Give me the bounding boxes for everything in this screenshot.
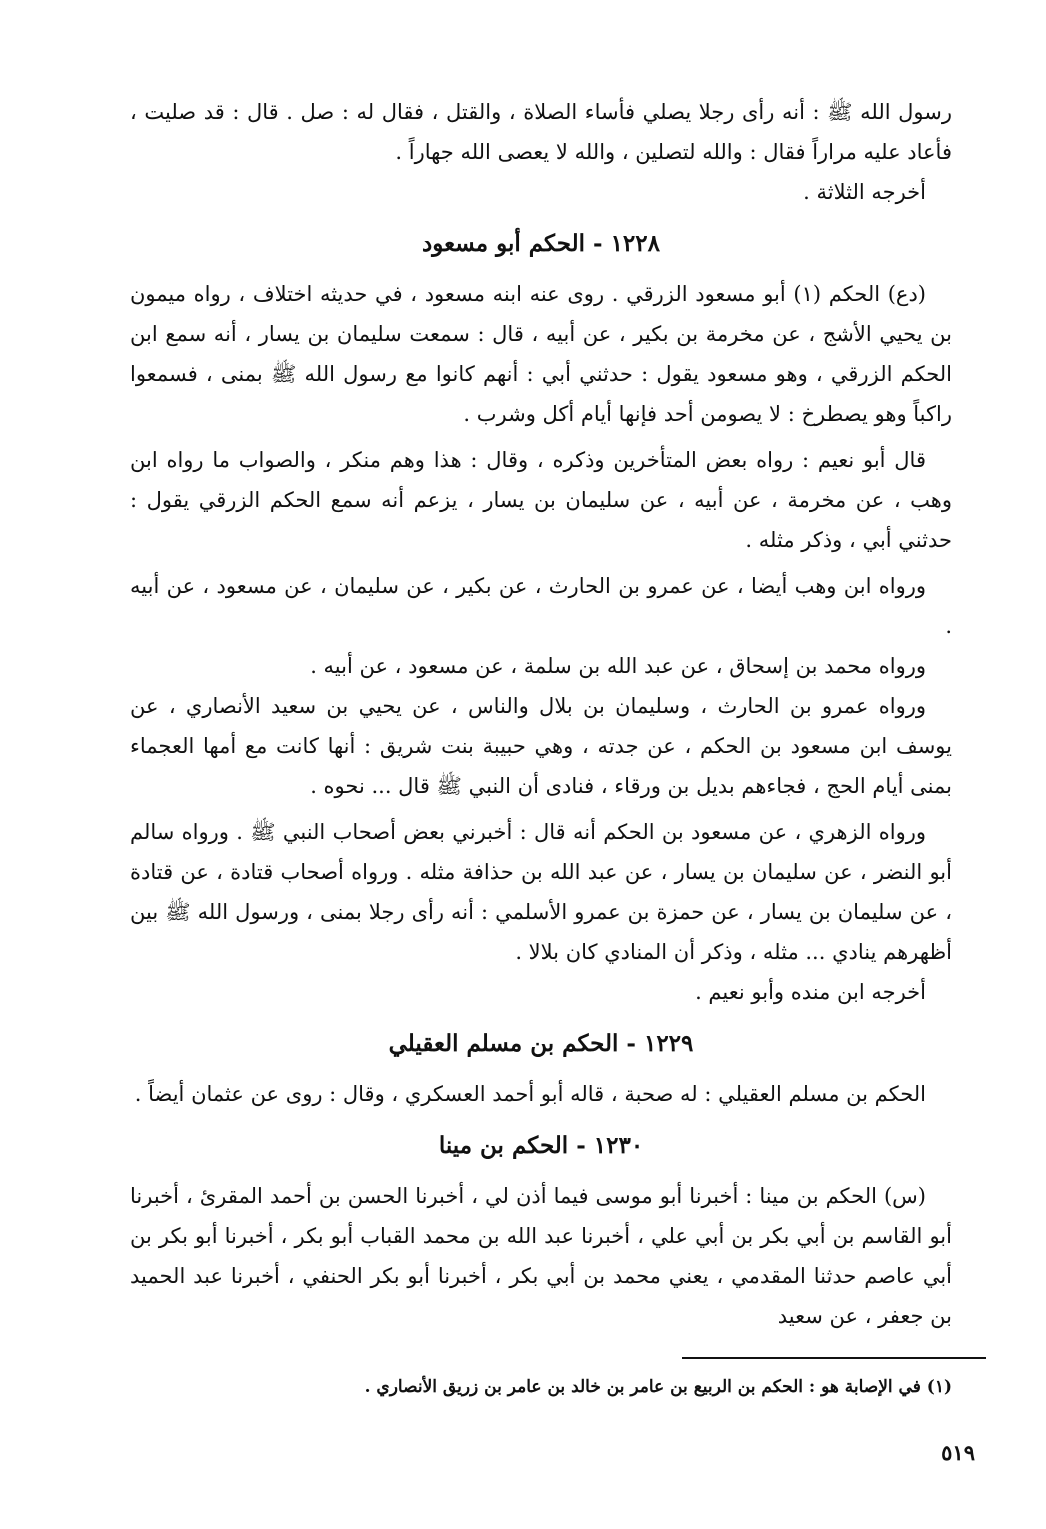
footnote: (١) في الإصابة هو : الحكم بن الربيع بن عامر بن خالد بن عامر بن زريق الأنصاري . <box>364 1377 952 1397</box>
paragraph-ibn-ishaq: ورواه محمد بن إسحاق ، عن عبد الله بن سلمة ، عن مسعود ، عن أبيه . <box>310 654 926 678</box>
paragraph-entry-1228: (دع) الحكم (١) أبو مسعود الزرقي . روى عنه ابنه مسعود ، في حديثه اختلاف ، رواه ميمون بن يحيي الأشج ، عن مخرمة بن بكير ، عن أبيه ، قال : سمعت سليمان بن يسار ، أنه سمع ابن الحكم الزرقي ، وهو مسعود يقول : حدثني أبي : أنهم كانوا مع رسول الله ﷺ بمنى ، فسمعوا راكباً وهو يصطرخ : لا يصومن أحد فإنها أيام أكل وشرب . <box>130 282 952 426</box>
paragraph-attribution-1: أخرجه الثلاثة . <box>803 180 926 204</box>
paragraph-abu-nuaym: قال أبو نعيم : رواه بعض المتأخرين وذكره ، وقال : هذا وهم منكر ، والصواب ما رواه ابن وهب ، عن مخرمة ، عن أبيه ، عن سليمان بن يسار ، يزعم أنه سمع الحكم الزرقي يقول : حدثني أبي ، وذكر مثله . <box>130 448 952 552</box>
entry-heading-1229: ١٢٢٩ - الحكم بن مسلم العقيلي <box>388 1030 694 1057</box>
paragraph-amr-ibn-harith: ورواه عمرو بن الحارث ، وسليمان بن بلال والناس ، عن يحيي بن سعيد الأنصاري ، عن يوسف ابن مسعود بن الحكم ، عن جدته ، وهي حبيبة بنت شريق : أنها كانت مع أمها العجماء بمنى أيام الحج ، فجاءهم بديل بن ورقاء ، فنادى أن النبي ﷺ قال ... نحوه . <box>130 694 952 798</box>
paragraph-entry-1230: (س) الحكم بن مينا : أخبرنا أبو موسى فيما أذن لي ، أخبرنا الحسن بن أحمد المقرئ ، أخبرنا أبو القاسم بن أبي بكر بن أبي علي ، أخبرنا عبد الله بن محمد القباب أبو بكر ، أخبرنا أبو بكر بن أبي عاصم حدثنا المقدمي ، يعني محمد بن أبي بكر ، أخبرنا أبو بكر الحنفي ، أخبرنا عبد الحميد بن جعفر ، عن سعيد <box>130 1184 952 1328</box>
entry-heading-1228: ١٢٢٨ - الحكم أبو مسعود <box>422 230 660 257</box>
paragraph-attribution-2: أخرجه ابن منده وأبو نعيم . <box>695 980 926 1004</box>
page-body <box>130 92 952 1336</box>
page-number: ٥١٩ <box>941 1440 975 1465</box>
paragraph-entry-1229: الحكم بن مسلم العقيلي : له صحبة ، قاله أبو أحمد العسكري ، وقال : روى عن عثمان أيضاً . <box>134 1082 926 1106</box>
paragraph-zuhri: ورواه الزهري ، عن مسعود بن الحكم أنه قال : أخبرني بعض أصحاب النبي ﷺ . ورواه سالم أبو النضر ، عن سليمان بن يسار ، عن عبد الله بن حذافة مثله . ورواه أصحاب قتادة ، عن قتادة ، عن سليمان بن يسار ، عن حمزة بن عمرو الأسلمي : أنه رأى رجلا بمنى ، ورسول الله ﷺ بين أظهرهم ينادي ... مثله ، وذكر أن المنادي كان بلالا . <box>130 820 952 964</box>
entry-heading-1230: ١٢٣٠ - الحكم بن مينا <box>438 1132 644 1159</box>
paragraph-opening: رسول الله ﷺ : أنه رأى رجلا يصلي فأساء الصلاة ، والقتل ، فقال له : صل . قال : قد صليت ، فأعاد عليه مراراً فقال : والله لتصلين ، والله لا يعصى الله جهاراً . <box>130 100 952 164</box>
footnote-divider <box>682 1357 986 1359</box>
paragraph-ibn-wahb: ورواه ابن وهب أيضا ، عن عمرو بن الحارث ، عن بكير ، عن سليمان ، عن مسعود ، عن أبيه . <box>130 574 952 638</box>
